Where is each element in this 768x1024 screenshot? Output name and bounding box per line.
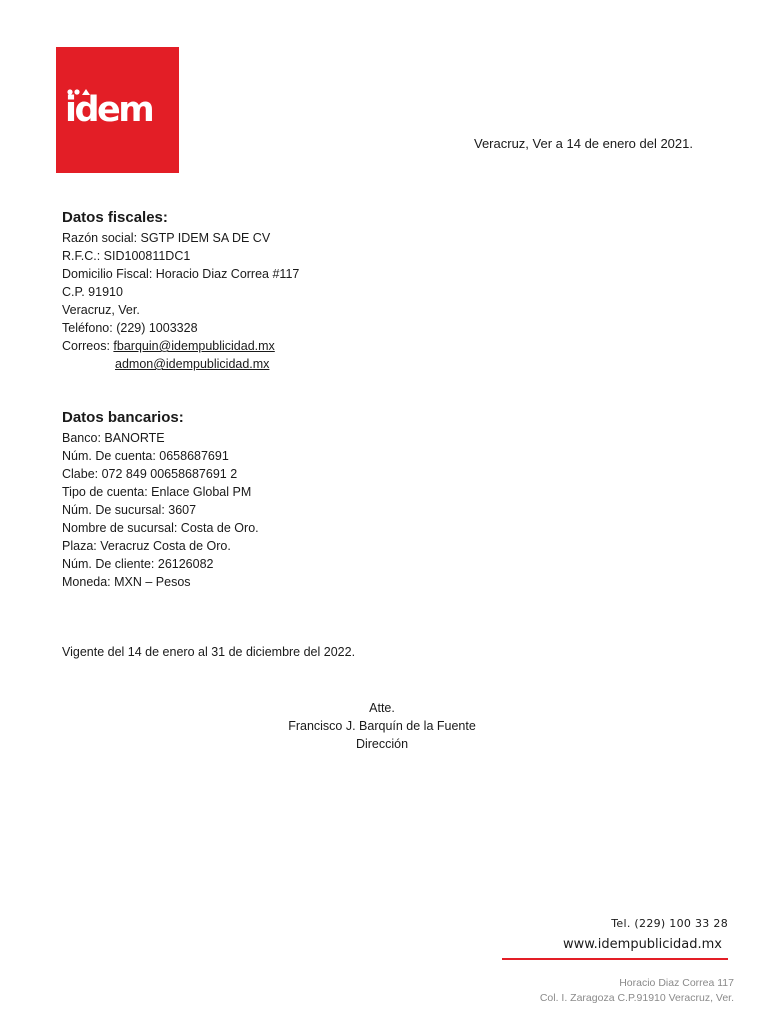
- emails-label: Correos:: [62, 339, 114, 353]
- emails-row: [62, 337, 299, 355]
- footer-divider: [502, 958, 728, 960]
- branch-number: Núm. De sucursal: 3607: [62, 503, 197, 517]
- logo-wordmark: idem: [65, 90, 153, 130]
- idem-logo-mark: [56, 47, 179, 173]
- currency: Moneda: MXN – Pesos: [62, 575, 191, 589]
- client-number: Núm. De cliente: 26126082: [62, 557, 214, 571]
- email-link-1[interactable]: fbarquin@idempublicidad.mx: [113, 339, 275, 353]
- footer-address-line-2: Col. I. Zaragoza C.P.91910 Veracruz, Ver.: [539, 992, 734, 1004]
- fiscal-heading: Datos fiscales:: [62, 209, 168, 226]
- footer-address-line-1: Horacio Diaz Correa 117: [619, 977, 734, 989]
- company-logo: [56, 47, 179, 173]
- account-type: Tipo de cuenta: Enlace Global PM: [62, 485, 252, 499]
- email-link-2[interactable]: admon@idempublicidad.mx: [115, 357, 270, 371]
- bank-heading: Datos bancarios:: [62, 409, 184, 426]
- branch-name: Nombre de sucursal: Costa de Oro.: [62, 521, 259, 535]
- signature-name: Francisco J. Barquín de la Fuente: [288, 719, 476, 733]
- postal-code: C.P. 91910: [62, 285, 123, 299]
- clabe: Clabe: 072 849 00658687691 2: [62, 467, 238, 481]
- account-number: Núm. De cuenta: 0658687691: [62, 449, 229, 463]
- emails-row-2: [62, 355, 299, 373]
- plaza: Plaza: Veracruz Costa de Oro.: [62, 539, 231, 553]
- footer-website[interactable]: www.idempublicidad.mx: [562, 937, 722, 952]
- fiscal-address: Domicilio Fiscal: Horacio Diaz Correa #117: [62, 267, 300, 281]
- bank-data-section: [62, 408, 259, 591]
- signature-block: [232, 699, 532, 753]
- letter-date: Veracruz, Ver a 14 de enero del 2021.: [474, 136, 693, 151]
- signature-title: Dirección: [355, 737, 409, 751]
- validity-note: Vigente del 14 de enero al 31 de diciembre del 2022.: [62, 645, 356, 659]
- fiscal-data-section: [62, 208, 299, 373]
- footer-phone: Tel. (229) 100 33 28: [611, 917, 728, 930]
- rfc: R.F.C.: SID100811DC1: [62, 249, 191, 263]
- razon-social: Razón social: SGTP IDEM SA DE CV: [62, 231, 271, 245]
- city: Veracruz, Ver.: [62, 303, 140, 317]
- footer-address: [540, 976, 734, 1006]
- signature-closing: Atte.: [369, 701, 395, 715]
- phone: Teléfono: (229) 1003328: [62, 321, 198, 335]
- bank-name: Banco: BANORTE: [62, 431, 165, 445]
